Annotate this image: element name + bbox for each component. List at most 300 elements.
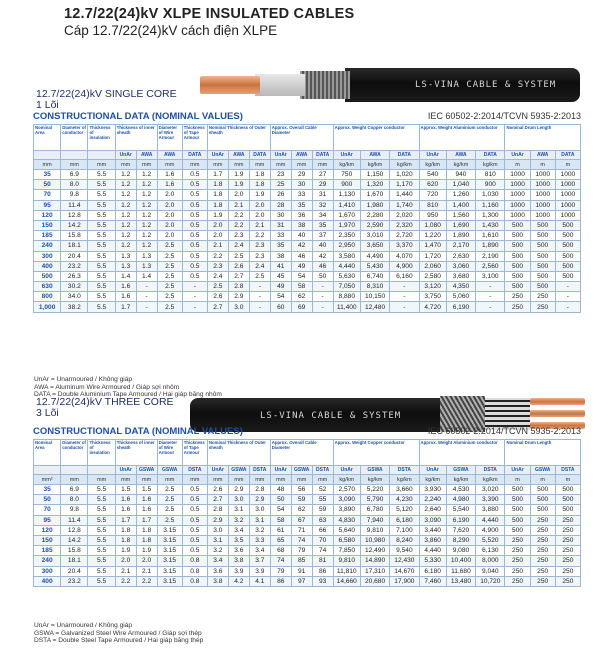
table-cell: 3.0 — [228, 495, 249, 505]
table-cell: 2.7 — [207, 495, 228, 505]
table-cell: 2.3 — [207, 261, 228, 271]
column-subheader — [61, 466, 88, 475]
table-row — [34, 292, 581, 302]
table-cell: 2,950 — [333, 241, 360, 251]
table-cell: - — [312, 302, 333, 312]
table-cell: 20.4 — [61, 566, 88, 576]
table-cell: 3,020 — [476, 485, 505, 495]
table-cell: 5,430 — [360, 261, 389, 271]
table-cell: 620 — [419, 180, 446, 190]
table-cell: 120 — [34, 210, 61, 220]
table-cell: 5.5 — [88, 190, 115, 200]
standard-label: IEC 60502-2:2014/TCVN 5935-2:2013 — [427, 111, 581, 121]
table-cell: 2.5 — [157, 261, 182, 271]
table-cell: 62 — [291, 292, 312, 302]
column-subheader: UnAr — [270, 151, 291, 160]
table-cell: 5.5 — [88, 292, 115, 302]
table-cell: 250 — [530, 535, 555, 545]
table-cell: 4,440 — [419, 546, 446, 556]
table-row — [34, 505, 581, 515]
unit-cell: mm — [115, 160, 136, 170]
table-cell: 10,720 — [476, 576, 505, 586]
copper-conductor — [530, 410, 585, 417]
unit-cell: mm — [312, 160, 333, 170]
table-cell: 7,620 — [446, 525, 475, 535]
table-row — [34, 282, 581, 292]
table-cell: 0.5 — [182, 180, 207, 190]
table-cell: 6,180 — [390, 515, 419, 525]
table-cell: 1000 — [555, 180, 580, 190]
column-subheader: AWA — [360, 151, 389, 160]
table-cell: 27 — [312, 170, 333, 180]
table-cell: 8,240 — [390, 535, 419, 545]
single-core-heading: 12.7/22(24)kV SINGLE CORE — [36, 88, 177, 100]
table-cell: 38 — [291, 220, 312, 230]
table-cell: 2.9 — [228, 292, 249, 302]
table-cell: 5.5 — [88, 302, 115, 312]
table-cell: 2.3 — [249, 241, 270, 251]
table-cell: 12.8 — [61, 525, 88, 535]
column-subheader: DSTA — [312, 466, 333, 475]
column-subheader: UnAr — [505, 466, 530, 475]
three-core-section-header — [33, 426, 581, 438]
table-cell: 3.5 — [228, 535, 249, 545]
table-cell: 5.5 — [88, 566, 115, 576]
table-cell: 3,650 — [360, 241, 389, 251]
table-cell: 2.5 — [157, 515, 182, 525]
table-cell: 18.1 — [61, 241, 88, 251]
table-cell: 1,400 — [446, 200, 475, 210]
unit-cell: m — [555, 160, 580, 170]
table-cell: 70 — [312, 535, 333, 545]
table-cell: 900 — [476, 180, 505, 190]
table-cell: 36 — [291, 210, 312, 220]
table-cell: 5,540 — [446, 505, 475, 515]
table-cell: 9,810 — [360, 525, 389, 535]
page-title-block — [64, 6, 354, 38]
table-cell: 250 — [505, 556, 530, 566]
unit-cell: kg/km — [390, 475, 419, 485]
table-cell: 750 — [333, 170, 360, 180]
table-cell: 2.0 — [228, 190, 249, 200]
cable-brand-text: LS-VINA CABLE & SYSTEM — [260, 411, 402, 421]
table-cell: 500 — [505, 515, 530, 525]
table-cell: 1,410 — [333, 200, 360, 210]
table-cell: 0.5 — [182, 485, 207, 495]
unit-cell: mm — [228, 160, 249, 170]
note-line: DSTA = Double Steel Tape Armoured / Hai giáp băng thép — [34, 637, 204, 645]
table-cell: 5,520 — [476, 535, 505, 545]
table-cell: 1.3 — [136, 261, 157, 271]
column-subheader: AWA — [136, 151, 157, 160]
table-cell: 810 — [419, 200, 446, 210]
table-cell: 11,400 — [333, 302, 360, 312]
unit-cell: mm — [88, 160, 115, 170]
table-cell: 2.2 — [115, 576, 136, 586]
table-cell: 9.8 — [61, 505, 88, 515]
column-subheader: DSTA — [249, 466, 270, 475]
table-cell: 2.7 — [228, 271, 249, 281]
table-cell: 1.9 — [228, 170, 249, 180]
table-cell: 1,890 — [446, 231, 475, 241]
table-cell: 54 — [270, 292, 291, 302]
table-cell: 7,460 — [419, 576, 446, 586]
table-cell: 5,640 — [333, 525, 360, 535]
unit-cell: kg/km — [476, 160, 505, 170]
section-label: CONSTRUCTIONAL DATA (NOMINAL VALUES) — [33, 426, 243, 437]
table-cell: 1.6 — [136, 495, 157, 505]
table-cell: 8,310 — [360, 282, 389, 292]
table-cell: 1.9 — [207, 210, 228, 220]
unit-cell: mm — [88, 475, 115, 485]
table-cell: 74 — [312, 546, 333, 556]
table-row — [34, 261, 581, 271]
table-cell: 500 — [505, 261, 530, 271]
table-cell: 31 — [312, 190, 333, 200]
table-cell: 2,630 — [446, 251, 475, 261]
table-row — [34, 271, 581, 281]
table-cell: - — [249, 292, 270, 302]
table-cell: 1.9 — [228, 180, 249, 190]
table-cell: - — [136, 302, 157, 312]
table-cell: 1000 — [530, 180, 555, 190]
table-cell: 8.0 — [61, 180, 88, 190]
table-cell: 500 — [505, 271, 530, 281]
table-cell: 0.5 — [182, 515, 207, 525]
table-cell: 2.9 — [228, 485, 249, 495]
table-cell: 500 — [505, 505, 530, 515]
table-cell: 59 — [291, 495, 312, 505]
table-row — [34, 180, 581, 190]
column-subheader: GSWA — [446, 466, 475, 475]
table-cell: 1.3 — [115, 261, 136, 271]
table-cell: 1.4 — [115, 271, 136, 281]
table-cell: 2.5 — [207, 282, 228, 292]
table-cell: 12,430 — [390, 556, 419, 566]
table-cell: 40 — [312, 241, 333, 251]
table-cell: 1,740 — [390, 200, 419, 210]
table-cell: - — [555, 302, 580, 312]
table-cell: 2.6 — [207, 292, 228, 302]
table-cell: 1,320 — [360, 180, 389, 190]
table-cell: 3,090 — [419, 515, 446, 525]
table-cell: 1,670 — [333, 210, 360, 220]
table-cell: 2,240 — [419, 495, 446, 505]
table-cell: 1,080 — [419, 220, 446, 230]
table-cell: 250 — [505, 566, 530, 576]
table-cell: 1000 — [555, 200, 580, 210]
table-cell: 2,640 — [419, 505, 446, 515]
table-cell: 0.5 — [182, 535, 207, 545]
table-cell: 0.5 — [182, 525, 207, 535]
table-cell: 2.2 — [136, 576, 157, 586]
table-row — [34, 515, 581, 525]
table-cell: 2.1 — [207, 241, 228, 251]
table-cell: 50 — [34, 495, 61, 505]
table-cell: 6,190 — [446, 302, 475, 312]
column-header: Approx. Overall Cable Diameter — [270, 125, 333, 151]
table-cell: 2.1 — [136, 566, 157, 576]
table-cell: 3,370 — [390, 241, 419, 251]
table-cell: 2.1 — [115, 566, 136, 576]
table-cell: 3.0 — [249, 505, 270, 515]
table-cell: 42 — [312, 251, 333, 261]
table-cell: 720 — [419, 190, 446, 200]
table-cell: 2.5 — [157, 302, 182, 312]
table-cell: 5.5 — [88, 251, 115, 261]
table-cell: 1.2 — [136, 241, 157, 251]
table-cell: 250 — [505, 302, 530, 312]
table-cell: 3.0 — [207, 525, 228, 535]
table-cell: 15.8 — [61, 546, 88, 556]
table-cell: 3,010 — [360, 231, 389, 241]
note-line: UnAr = Unarmoured / Không giáp — [34, 622, 133, 629]
table-cell: 1.2 — [136, 180, 157, 190]
unit-cell: kg/km — [333, 160, 360, 170]
table-cell: 3.4 — [228, 525, 249, 535]
table-cell: 1000 — [555, 170, 580, 180]
unit-cell: mm² — [34, 475, 61, 485]
table-cell: 800 — [34, 292, 61, 302]
table-cell: 500 — [555, 231, 580, 241]
column-subheader: DSTA — [182, 466, 207, 475]
table-cell: 1,610 — [476, 231, 505, 241]
table-cell: 500 — [555, 220, 580, 230]
table-cell: 14,660 — [333, 576, 360, 586]
table-cell: 65 — [270, 535, 291, 545]
table-cell: 34 — [312, 210, 333, 220]
table-cell: 300 — [34, 251, 61, 261]
unit-cell: mm — [249, 160, 270, 170]
table-cell: 3,120 — [419, 282, 446, 292]
table-cell: 3.15 — [157, 535, 182, 545]
table-cell: 500 — [505, 241, 530, 251]
table-cell: 10,400 — [446, 556, 475, 566]
table-cell: 240 — [34, 241, 61, 251]
unit-cell: m — [505, 475, 530, 485]
table-cell: 86 — [312, 566, 333, 576]
table-cell: 14,890 — [360, 556, 389, 566]
table-cell: 5.5 — [88, 495, 115, 505]
table-cell: 33 — [291, 190, 312, 200]
table-cell: 79 — [291, 546, 312, 556]
table-cell: 8,000 — [476, 556, 505, 566]
table-cell: 940 — [446, 170, 475, 180]
unit-cell: mm — [228, 475, 249, 485]
table-cell: 25 — [270, 180, 291, 190]
table-cell: 1000 — [555, 190, 580, 200]
table-cell: 95 — [34, 515, 61, 525]
column-subheader: UnAr — [270, 466, 291, 475]
table-cell: 250 — [555, 576, 580, 586]
unit-cell: kg/km — [446, 160, 475, 170]
unit-cell: kg/km — [360, 475, 389, 485]
table-cell: 2.0 — [136, 556, 157, 566]
column-header: Thickness of insulation — [88, 125, 115, 151]
three-core-notes — [34, 622, 203, 645]
table-cell: 3.1 — [249, 515, 270, 525]
table-cell: 50 — [270, 495, 291, 505]
column-header: Nominal Area — [34, 125, 61, 151]
table-cell: 79 — [270, 566, 291, 576]
table-cell: 1.2 — [136, 231, 157, 241]
table-cell: 500 — [555, 485, 580, 495]
table-cell: 4.2 — [228, 576, 249, 586]
table-row — [34, 566, 581, 576]
table-cell: 5.5 — [88, 556, 115, 566]
table-cell: 1000 — [505, 180, 530, 190]
table-cell: 32 — [312, 200, 333, 210]
table-cell: 3,440 — [419, 525, 446, 535]
table-cell: 5.5 — [88, 220, 115, 230]
column-header: Nominal Thickness of Outer sheath — [207, 125, 270, 151]
table-cell: 30 — [291, 180, 312, 190]
table-cell: 95 — [34, 200, 61, 210]
table-cell: 6,740 — [360, 271, 389, 281]
table-row — [34, 231, 581, 241]
column-subheader: GSWA — [360, 466, 389, 475]
table-row — [34, 495, 581, 505]
note-line: GSWA = Galvanized Steel Wire Armoured / Giáp sợi thép — [34, 629, 202, 637]
table-cell: 46 — [291, 251, 312, 261]
table-cell: 2.3 — [228, 231, 249, 241]
column-header: Thickness of inner sheath — [115, 125, 157, 151]
table-cell: 4,980 — [446, 495, 475, 505]
table-cell: 85 — [291, 556, 312, 566]
column-subheader: AWA — [530, 151, 555, 160]
table-cell: 54 — [291, 271, 312, 281]
table-cell: - — [390, 302, 419, 312]
table-row — [34, 525, 581, 535]
table-cell: 12,480 — [360, 302, 389, 312]
table-cell: 3,390 — [476, 495, 505, 505]
table-cell: 500 — [555, 271, 580, 281]
table-cell: 1.6 — [157, 170, 182, 180]
column-header: Nominal Drum Length — [505, 125, 581, 151]
column-subheader — [88, 151, 115, 160]
table-cell: 2.5 — [157, 241, 182, 251]
table-cell: 500 — [530, 251, 555, 261]
table-cell: 2.2 — [207, 251, 228, 261]
table-cell: 50 — [312, 271, 333, 281]
unit-cell: m — [555, 475, 580, 485]
column-subheader: UnAr — [333, 151, 360, 160]
table-cell: 3,090 — [333, 495, 360, 505]
table-unit-row — [34, 160, 581, 170]
table-cell: 2.0 — [157, 190, 182, 200]
table-cell: 2.1 — [249, 220, 270, 230]
table-cell: 2.0 — [249, 210, 270, 220]
table-cell: 15.8 — [61, 231, 88, 241]
table-cell: 500 — [505, 525, 530, 535]
column-header: Diameter of conductor — [61, 125, 88, 151]
table-row — [34, 302, 581, 312]
table-cell: - — [182, 292, 207, 302]
table-cell: 3.3 — [249, 535, 270, 545]
table-cell: 0.5 — [182, 231, 207, 241]
table-cell: 5.5 — [88, 261, 115, 271]
unit-cell: mm — [249, 475, 270, 485]
table-cell: 5.5 — [88, 515, 115, 525]
table-cell: 35 — [270, 241, 291, 251]
table-cell: 1000 — [530, 210, 555, 220]
table-cell: 0.5 — [182, 200, 207, 210]
table-cell: 2.1 — [228, 200, 249, 210]
table-cell: - — [476, 292, 505, 302]
table-cell: - — [312, 282, 333, 292]
table-cell: 500 — [530, 495, 555, 505]
table-cell: 1,160 — [476, 200, 505, 210]
table-cell: 3,100 — [476, 271, 505, 281]
column-subheader: UnAr — [419, 151, 446, 160]
table-cell: 500 — [505, 231, 530, 241]
table-cell: 1,440 — [390, 190, 419, 200]
column-header: Approx. Weight Aluminium conductor — [419, 125, 505, 151]
table-cell: 2,280 — [360, 210, 389, 220]
column-subheader: UnAr — [505, 151, 530, 160]
table-cell: 1.8 — [207, 190, 228, 200]
table-cell: 2,720 — [390, 231, 419, 241]
table-cell: 2.2 — [249, 231, 270, 241]
table-cell: 4.1 — [249, 576, 270, 586]
table-cell: 0.8 — [182, 576, 207, 586]
table-cell: 3.15 — [157, 546, 182, 556]
table-row — [34, 200, 581, 210]
table-cell: 1.2 — [115, 200, 136, 210]
table-cell: 9,080 — [446, 546, 475, 556]
table-cell: 500 — [530, 282, 555, 292]
note-line: DATA = Double Aluminium Tape Armoured / Hai giáp băng nhôm — [34, 391, 222, 399]
table-cell: 3,660 — [390, 485, 419, 495]
table-cell: 11,810 — [333, 566, 360, 576]
table-cell: 1.2 — [115, 170, 136, 180]
unit-cell: kg/km — [419, 475, 446, 485]
table-cell: 3.0 — [228, 302, 249, 312]
column-subheader — [34, 151, 61, 160]
column-subheader: DATA — [312, 151, 333, 160]
table-cell: 500 — [530, 261, 555, 271]
table-cell: 10,980 — [360, 535, 389, 545]
table-cell: 1000 — [555, 210, 580, 220]
table-cell: 23 — [270, 170, 291, 180]
note-line: AWA = Aluminum Wire Armoured / Giáp sợi nhôm — [34, 383, 180, 391]
table-cell: 9,810 — [333, 556, 360, 566]
unit-cell: m — [505, 160, 530, 170]
table-cell: 31 — [270, 220, 291, 230]
table-cell: 1.9 — [249, 190, 270, 200]
table-cell: 52 — [312, 485, 333, 495]
table-cell: 1.8 — [207, 180, 228, 190]
table-row — [34, 241, 581, 251]
table-cell: 3,680 — [446, 271, 475, 281]
table-cell: 42 — [291, 241, 312, 251]
table-cell: 1,150 — [360, 170, 389, 180]
table-cell: 1.7 — [207, 170, 228, 180]
table-cell: 500 — [555, 241, 580, 251]
table-cell: 9,540 — [390, 546, 419, 556]
table-cell: 35 — [34, 485, 61, 495]
table-cell: 10,150 — [360, 292, 389, 302]
table-cell: 1.6 — [115, 282, 136, 292]
table-cell: 1000 — [505, 200, 530, 210]
table-cell: 1.2 — [136, 210, 157, 220]
column-subheader: DATA — [390, 151, 419, 160]
table-cell: 7,100 — [390, 525, 419, 535]
table-cell: 1,220 — [419, 231, 446, 241]
table-cell: 1.7 — [115, 302, 136, 312]
unit-cell: mm — [207, 160, 228, 170]
unit-cell: mm — [61, 160, 88, 170]
